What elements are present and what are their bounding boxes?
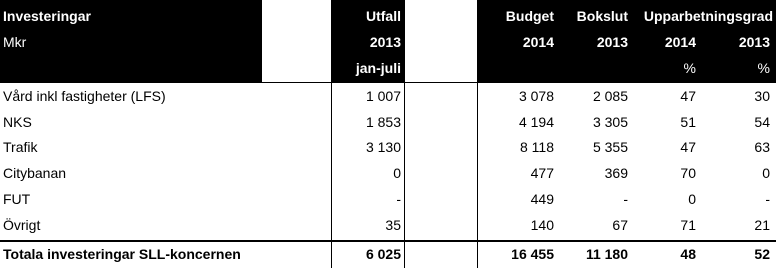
header-bokslut: Bokslut (576, 8, 628, 24)
divider-utfall-left (331, 0, 332, 268)
total-budget: 16 455 (511, 246, 554, 262)
row-bokslut: 369 (604, 165, 628, 181)
row-budget: 3 078 (518, 88, 554, 104)
header-upp-2013-unit: % (757, 60, 770, 76)
row-utfall: - (396, 191, 401, 207)
row-label: Trafik (3, 139, 38, 155)
row-bokslut: 2 085 (592, 88, 628, 104)
divider-budget-left (477, 0, 478, 268)
row-upp-2013: - (765, 191, 770, 207)
row-budget: 4 194 (518, 114, 554, 130)
row-bokslut: 5 355 (592, 139, 628, 155)
header-bokslut-year: 2013 (596, 34, 628, 50)
row-upp-2013: 30 (754, 88, 770, 104)
total-bokslut: 11 180 (585, 246, 628, 262)
row-label: Vård inkl fastigheter (LFS) (3, 88, 166, 104)
header-utfall: Utfall (366, 8, 401, 24)
row-budget: 140 (530, 217, 554, 233)
row-upp-2014: 47 (680, 88, 696, 104)
row-upp-2013: 54 (754, 114, 770, 130)
divider-header-bottom (0, 82, 776, 83)
row-utfall: 35 (385, 217, 401, 233)
divider-total-top (0, 240, 776, 242)
row-upp-2014: 70 (680, 165, 696, 181)
row-bokslut: - (623, 191, 628, 207)
row-upp-2014: 0 (688, 191, 696, 207)
total-label: Totala investeringar SLL-koncernen (3, 246, 241, 262)
row-budget: 8 118 (520, 139, 554, 155)
row-upp-2014: 47 (680, 139, 696, 155)
row-label: Citybanan (3, 165, 67, 181)
total-upp-2013: 52 (754, 246, 770, 262)
row-utfall: 3 130 (365, 139, 401, 155)
header-budget-year: 2014 (522, 34, 554, 50)
row-utfall: 1 853 (365, 114, 401, 130)
header-upp-2014: 2014 (664, 34, 696, 50)
header-utfall-period: jan-juli (355, 60, 401, 76)
header-upparbetningsgrad: Upparbetningsgrad (643, 8, 773, 24)
row-utfall: 0 (393, 165, 401, 181)
row-bokslut: 3 305 (592, 114, 628, 130)
row-upp-2013: 63 (754, 139, 770, 155)
row-utfall: 1 007 (365, 88, 401, 104)
total-upp-2014: 48 (680, 246, 696, 262)
header-upp-2014-unit: % (683, 60, 696, 76)
total-utfall: 6 025 (365, 246, 401, 262)
header-mkr: Mkr (3, 34, 27, 50)
row-upp-2014: 51 (680, 114, 696, 130)
row-upp-2014: 71 (680, 217, 696, 233)
header-investeringar: Investeringar (3, 8, 91, 24)
row-label: FUT (3, 191, 31, 207)
header-budget: Budget (505, 8, 554, 24)
row-budget: 477 (530, 165, 554, 181)
header-utfall-year: 2013 (369, 34, 401, 50)
row-label: Övrigt (3, 217, 41, 233)
row-bokslut: 67 (612, 217, 628, 233)
row-label: NKS (3, 114, 32, 130)
header-upp-2013: 2013 (738, 34, 770, 50)
row-budget: 449 (530, 191, 554, 207)
divider-utfall-right (404, 0, 405, 268)
row-upp-2013: 0 (762, 165, 770, 181)
row-upp-2013: 21 (754, 217, 770, 233)
